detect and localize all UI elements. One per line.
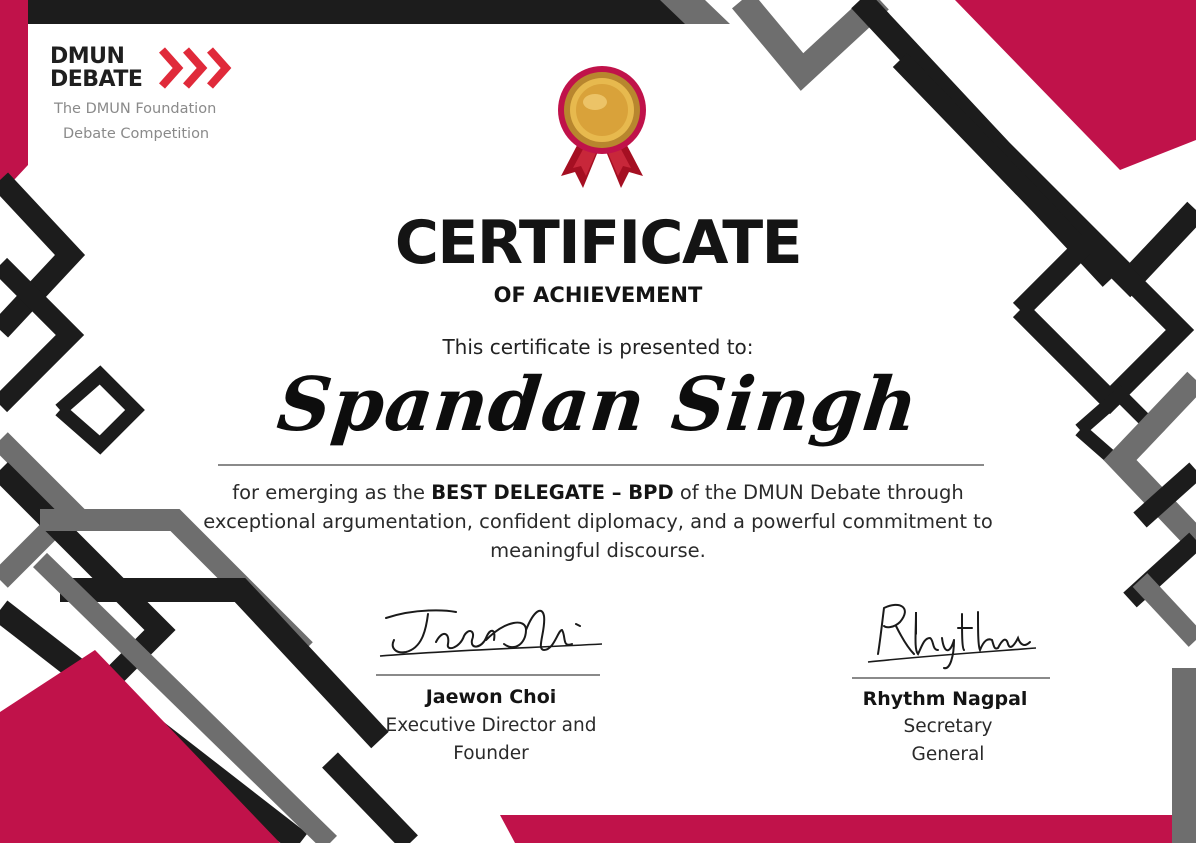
signatory-role-left-line2: Founder [453, 743, 529, 764]
signatory-role-right-line1: Secretary [903, 716, 993, 737]
signatory-role-right-line2: General [911, 744, 985, 765]
certificate-title: CERTIFICATE [394, 208, 802, 278]
signature-rhythm-nagpal [854, 594, 1044, 674]
signature-line-right [852, 677, 1050, 679]
logo-tagline-line2: Debate Competition [63, 126, 210, 142]
award-text-before: for emerging as the [232, 481, 432, 504]
logo-wordmark-line2: DEBATE [50, 67, 143, 92]
signatory-name-right: Rhythm Nagpal [862, 688, 1028, 710]
award-text-after: of the DMUN Debate through exceptional argumentation, confident diplomacy, and a powerful commitment to meaningful discourse. [203, 481, 993, 562]
presented-to-label: This certificate is presented to: [442, 335, 754, 359]
certificate-subtitle: OF ACHIEVEMENT [493, 283, 703, 307]
award-description [200, 478, 996, 565]
signatory-role-left-line1: Executive Director and [385, 715, 597, 736]
signature-jaewon-choi [376, 600, 606, 670]
award-title: BEST DELEGATE – BPD [431, 481, 674, 504]
recipient-name-underline [218, 464, 984, 466]
signatory-name-left: Jaewon Choi [425, 686, 557, 708]
organization-logo [50, 44, 250, 154]
recipient-name: Spandan Singh [273, 362, 923, 448]
signature-line-left [376, 674, 600, 676]
logo-wordmark-line1: DMUN [50, 44, 125, 69]
gold-medal-icon [553, 64, 651, 192]
logo-tagline-line1: The DMUN Foundation [54, 101, 217, 117]
triple-chevron-icon [158, 46, 240, 90]
